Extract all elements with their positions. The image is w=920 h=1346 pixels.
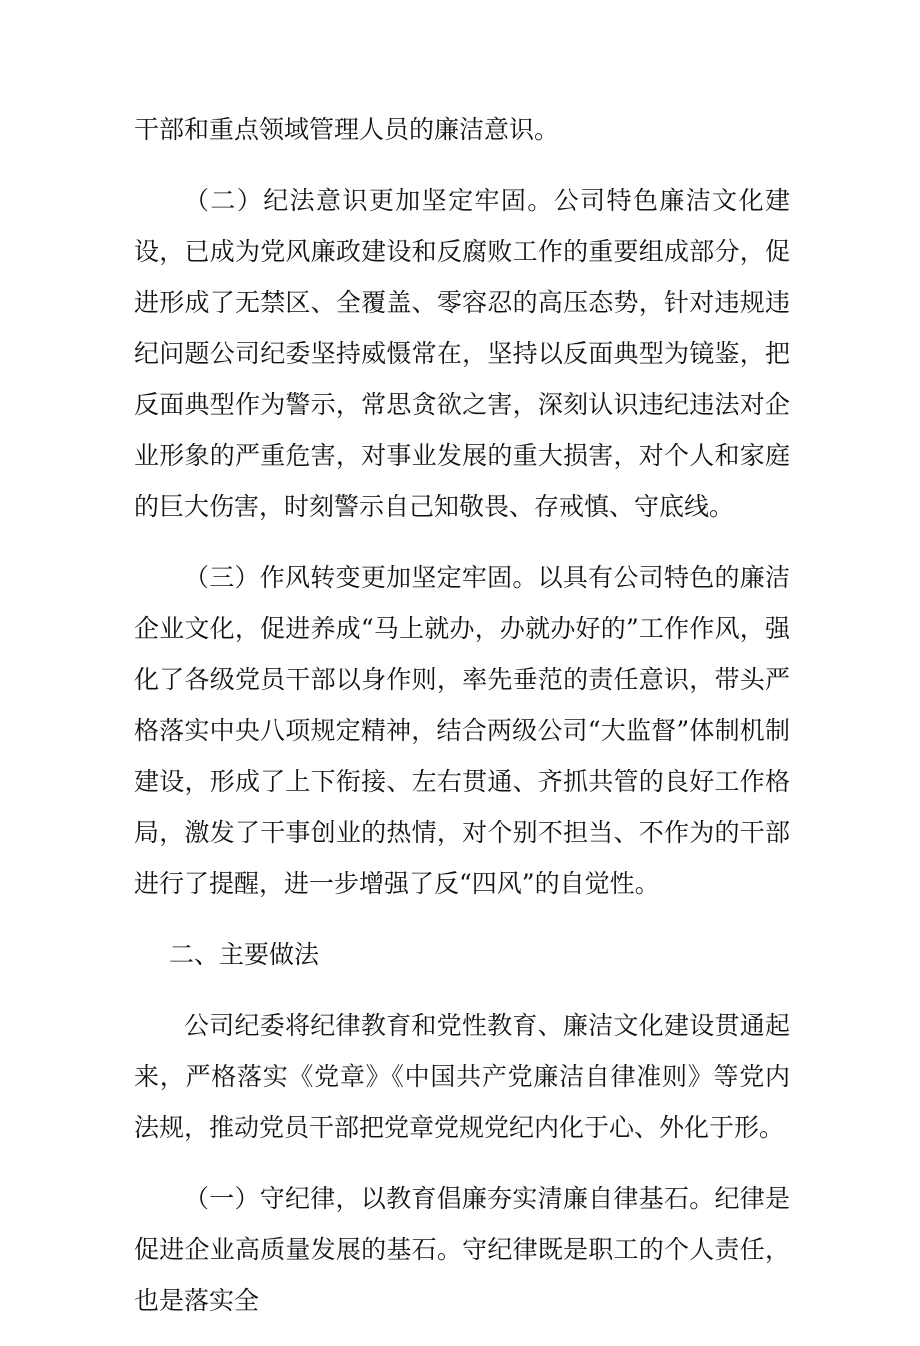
- paragraph-work-style: （三）作风转变更加坚定牢固。以具有公司特色的廉洁企业文化，促进养成“马上就办，办就办好的”工作作风，强化了各级党员干部以身作则，率先垂范的责任意识，带头严格落实中央八项规定精神，结合两级公司“大监督”体制机制建设，形成了上下衔接、左右贯通、齐抓共管的良好工作格局，激发了干事创业的热情，对个别不担当、不作为的干部进行了提醒，进一步增强了反“四风”的自觉性。: [134, 563, 790, 898]
- document-body: [134, 104, 790, 1346]
- paragraph-intro-practices: 公司纪委将纪律教育和党性教育、廉洁文化建设贯通起来，严格落实《党章》《中国共产党廉洁自律准则》等党内法规，推动党员干部把党章党规党纪内化于心、外化于形。: [134, 1011, 790, 1142]
- paragraph-discipline-awareness: （二）纪法意识更加坚定牢固。公司特色廉洁文化建设，已成为党风廉政建设和反腐败工作的重要组成部分，促进形成了无禁区、全覆盖、零容忍的高压态势，针对违规违纪问题公司纪委坚持威慑常在，坚持以反面典型为镜鉴，把反面典型作为警示，常思贪欲之害，深刻认识违纪违法对企业形象的严重危害，对事业发展的重大损害，对个人和家庭的巨大伤害，时刻警示自己知敬畏、存戒慎、守底线。: [134, 186, 790, 521]
- paragraph-continuation: 干部和重点领域管理人员的廉洁意识。: [134, 115, 560, 144]
- paragraph-keep-discipline: （一）守纪律，以教育倡廉夯实清廉自律基石。纪律是促进企业高质量发展的基石。守纪律既是职工的个人责任，也是落实全: [134, 1184, 790, 1315]
- section-heading-main-practices: 二、主要做法: [169, 940, 320, 969]
